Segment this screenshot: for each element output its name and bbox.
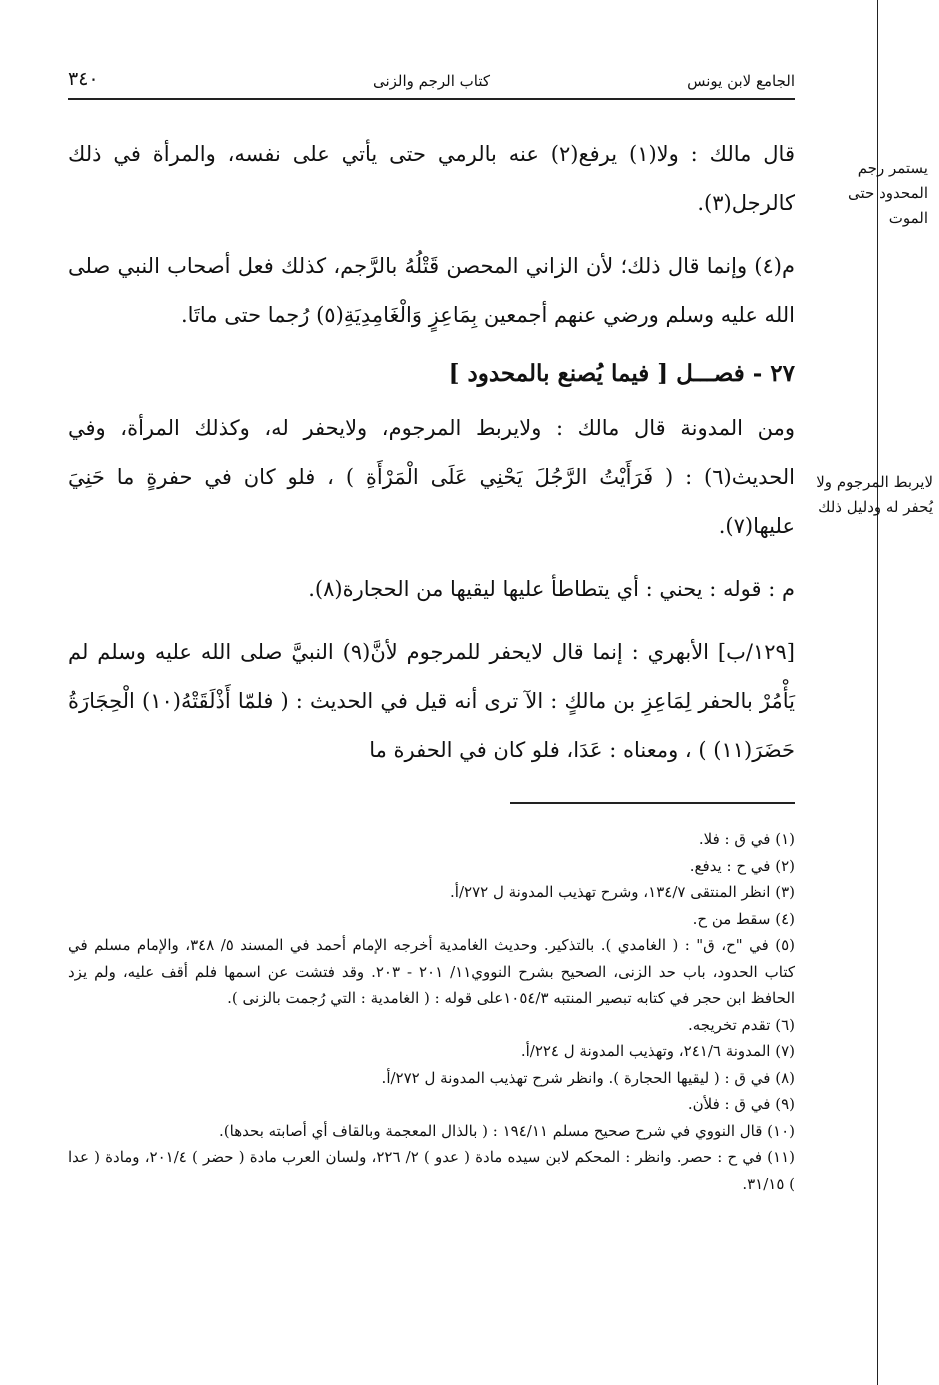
footnote-separator (510, 802, 795, 804)
footnote-2: (٢) في ح : يدفع. (689, 856, 795, 875)
margin-note-2: لايربط المرجوم ولا يُحفر له ودليل ذلك (816, 473, 933, 516)
footnotes (68, 826, 795, 1197)
footnote-9: (٩) في ق : فلأن. (687, 1095, 795, 1113)
page-number: ٣٤٠ (68, 68, 99, 90)
book-title: الجامع لابن يونس (687, 72, 795, 90)
footnote-10: (١٠) قال النووي في شرح صحيح مسلم ١٩٤/١١ : ( بالذال المعجمة وبالقاف أي أصابته بحدها). (219, 1121, 795, 1140)
footnote-8: (٨) في ق : ( ليقيها الحجارة ). وانظر شرح تهذيب المدونة ل ٢٧٢/أ. (381, 1068, 795, 1087)
page-header (68, 68, 795, 96)
margin-note-1: يستمر رجم المحدود حتى الموت (848, 159, 928, 227)
footnote-7: (٧) المدونة ٢٤١/٦، وتهذيب المدونة ل ٢٢٤/أ. (520, 1042, 795, 1060)
paragraph-2: م(٤) وإنما قال ذلك؛ لأن الزاني المحصن قَتْلُهُ بالرَّجم، كذلك فعل أصحاب النبي صلى الله عليه وسلم ورضي عنهم أجمعين بِمَاعِزٍ وَالْغَامِدِيَةِ(٥) رُجما حتى ماتَا. (68, 254, 795, 327)
header-rule (68, 98, 795, 100)
footnote-3: (٣) انظر المنتقى ١٣٤/٧، وشرح تهذيب المدونة ل ٢٧٢/أ. (450, 883, 795, 901)
footnote-5: (٥) في "ح، ق" : ( الغامدي ). بالتذكير. وحديث الغامدية أخرجه الإمام أحمد في المسند ٥/ ٣٤٨، والإمام مسلم في كتاب الحدود، باب حد الزنى، الصحيح بشرح النووي١١/ ٢٠١ - ٢٠٣. وقد فتشت عن اسمها فلم أقف عليه، ولم يزد الحافظ ابن حجر في كتابه تبصير المنتبه ١٠٥٤/٣على قوله : ( الغامدية : التي رُجمت بالزنى ). (68, 936, 795, 1007)
paragraph-5: [١٢٩/ب] الأبهري : إنما قال لايحفر للمرجوم لأنَّ(٩) النبيَّ صلى الله عليه وسلم لم يَأْمُرْ بالحفر لِمَاعِزِ بن مالكٍ : الآ ترى أنه قيل في الحديث : ( فلمّا أَذْلَقَتْهُ(١٠) الْحِجَارَةُ حَضَرَ(١١) ) ، ومعناه : عَدَا، فلو كان في الحفرة ما (68, 640, 795, 762)
footnote-4: (٤) سقط من ح. (692, 909, 795, 928)
main-text (68, 130, 795, 789)
chapter-title: كتاب الرجم والزنى (372, 72, 491, 90)
paragraph-1: قال مالك : ولا(١) يرفع(٢) عنه بالرمي حتى يأتي على نفسه، والمرأة في ذلك كالرجل(٣). (68, 142, 795, 215)
paragraph-4: م : قوله : يحني : أي يتطاطأ عليها ليقيها من الحجارة(٨). (308, 577, 795, 601)
footnote-11: (١١) في ح : حصر. وانظر : المحكم لابن سيده مادة ( عدو ) ٢/ ٢٢٦، ولسان العرب مادة ( حضر ) ٢٠١/٤، ومادة ( عدا ) ٣١/١٥. (68, 1148, 795, 1193)
footnote-1: (١) في ق : فلا. (698, 830, 795, 848)
section-title: ٢٧ - فصـــل [ فيما يُصنع بالمحدود ] (448, 360, 795, 387)
footnote-6: (٦) تقدم تخريجه. (687, 1015, 795, 1034)
paragraph-3: ومن المدونة قال مالك : ولايربط المرجوم، ولايحفر له، وكذلك المرأة، وفي الحديث(٦) : ( فَرَأَيْتُ الرَّجُلَ يَحْنِي عَلَى الْمَرْأَةِ ) ، فلو كان في حفرةٍ ما حَنِيَ عليها(٧). (68, 416, 795, 538)
